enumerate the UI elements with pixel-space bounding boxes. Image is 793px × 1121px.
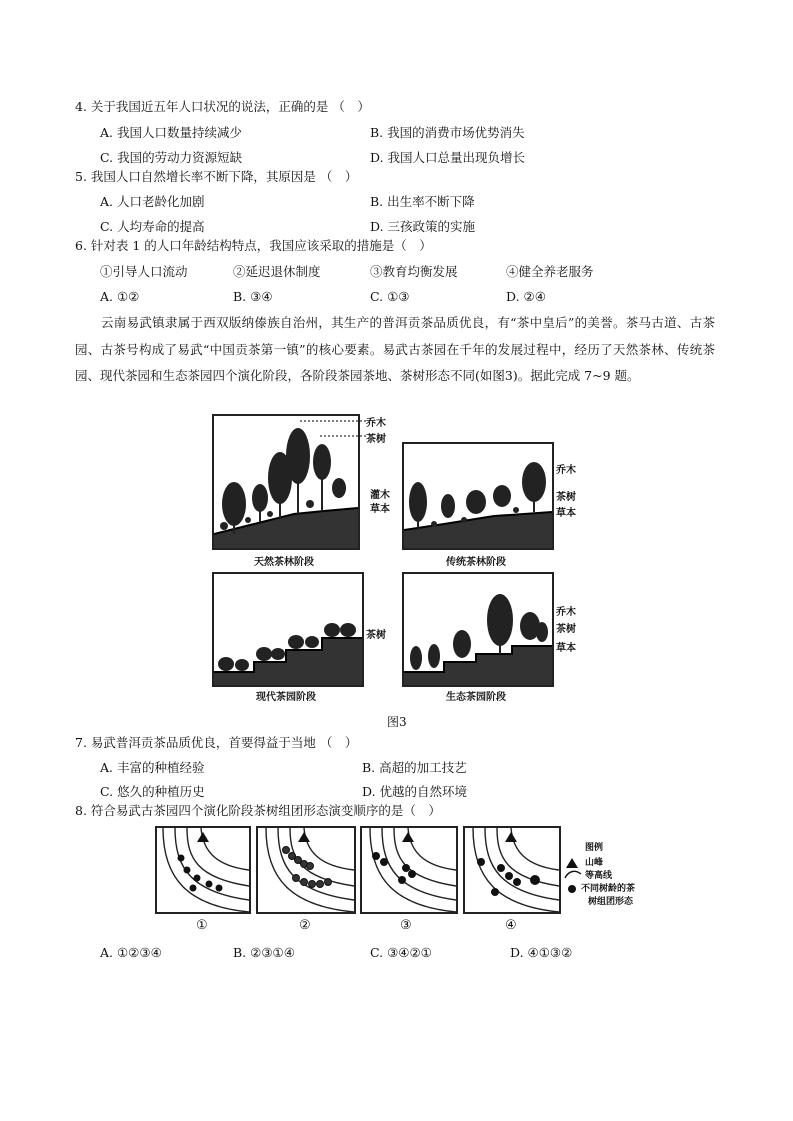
q6-option-a: A. ①② — [100, 289, 140, 304]
question-6-stem: 6. 针对表 1 的人口年龄结构特点，我国应该采取的措施是（ ） — [75, 238, 432, 253]
panel4-label-tree: 乔木 — [556, 607, 576, 618]
panel3-label-tea: 茶树 — [366, 630, 386, 641]
passage-paragraph: 云南易武镇隶属于西双版纳傣族自治州，其生产的普洱贡茶品质优良，有“茶中皇后”的美誉。茶马古道、古茶园、古茶号构成了易武“中国贡茶第一镇”的核心要素。易武古茶园在千年的发展过程中，经历了天然茶林、传统茶园、现代茶园和生态茶园四个演化阶段，各阶段茶园茶地、茶树形态不同(如图3)。据此完成 7~9 题。 — [75, 315, 715, 383]
q5-option-a: A. 人口老龄化加剧 — [100, 194, 205, 209]
q7-option-d: D. 优越的自然环境 — [362, 784, 468, 799]
panel1-label-tree: 乔木 — [366, 418, 386, 429]
q5-option-d: D. 三孩政策的实施 — [370, 219, 476, 234]
q8-option-a: A. ①②③④ — [100, 945, 162, 960]
question-5-stem: 5. 我国人口自然增长率不断下降，其原因是 （ ） — [75, 169, 358, 184]
map-1-label: ① — [196, 918, 208, 933]
question-4-stem: 4. 关于我国近五年人口状况的说法，正确的是 （ ） — [75, 99, 370, 114]
q6-item-3: ③教育均衡发展 — [370, 264, 458, 279]
question-8-stem: 8. 符合易武古茶园四个演化阶段茶树组团形态演变顺序的是（ ） — [75, 803, 441, 818]
contour-map-4 — [463, 826, 561, 914]
panel1-label-herb: 草本 — [370, 504, 390, 515]
q7-option-a: A. 丰富的种植经验 — [100, 760, 205, 775]
map-4-label: ④ — [505, 918, 517, 933]
figure3-panel-modern — [212, 572, 364, 687]
panel2-label-herb: 草本 — [556, 508, 576, 519]
q8-option-d: D. ④①③② — [510, 945, 573, 960]
contour-map-3 — [360, 826, 458, 914]
panel4-title: 生态茶园阶段 — [446, 692, 506, 703]
figure3-panel-ecological — [402, 572, 554, 687]
legend-contour: 等高线 — [585, 871, 613, 881]
panel2-label-tea: 茶树 — [556, 492, 576, 503]
q6-option-b: B. ③④ — [233, 289, 273, 304]
q4-option-a: A. 我国人口数量持续减少 — [100, 125, 242, 140]
panel1-label-tea: 茶树 — [366, 434, 386, 445]
q8-option-b: B. ②③①④ — [233, 945, 295, 960]
panel1-leader-lines — [300, 418, 366, 438]
q7-option-b: B. 高超的加工技艺 — [362, 760, 467, 775]
q5-option-b: B. 出生率不断下降 — [370, 194, 475, 209]
q6-option-c: C. ①③ — [370, 289, 410, 304]
q4-option-d: D. 我国人口总量出现负增长 — [370, 150, 526, 165]
question-7-stem: 7. 易武普洱贡茶品质优良，首要得益于当地 （ ） — [75, 735, 358, 750]
legend-contour-icon — [564, 870, 582, 880]
panel2-label-tree: 乔木 — [556, 465, 576, 476]
map-3-label: ③ — [400, 918, 412, 933]
map-2-label: ② — [299, 918, 311, 933]
legend-title: 图例 — [585, 843, 604, 853]
figure3-caption: 图3 — [387, 715, 407, 729]
q8-option-c: C. ③④②① — [370, 945, 432, 960]
panel4-label-tea: 茶树 — [556, 624, 576, 635]
legend-cluster-icon — [567, 884, 577, 894]
q6-item-2: ②延迟退休制度 — [233, 264, 321, 279]
q6-option-d: D. ②④ — [506, 289, 546, 304]
q5-option-c: C. 人均寿命的提高 — [100, 219, 205, 234]
q4-option-b: B. 我国的消费市场优势消失 — [370, 125, 525, 140]
contour-map-2 — [256, 826, 356, 914]
panel2-title: 传统茶林阶段 — [446, 557, 506, 568]
q6-item-1: ①引导人口流动 — [100, 264, 188, 279]
q4-option-c: C. 我国的劳动力资源短缺 — [100, 150, 243, 165]
figure3-panel-traditional — [402, 442, 554, 550]
legend-peak: 山峰 — [585, 858, 604, 868]
legend-peak-icon — [566, 858, 578, 868]
q7-option-c: C. 悠久的种植历史 — [100, 784, 205, 799]
panel1-title: 天然茶林阶段 — [254, 557, 314, 568]
panel3-title: 现代茶园阶段 — [256, 692, 316, 703]
q6-item-4: ④健全养老服务 — [506, 264, 594, 279]
contour-map-1 — [155, 826, 251, 914]
panel1-label-shrub: 灌木 — [370, 490, 390, 501]
legend-cluster-line1: 不同树龄的茶 — [581, 884, 636, 894]
legend-cluster-line2: 树组团形态 — [588, 897, 634, 907]
panel4-label-herb: 草本 — [556, 643, 576, 654]
